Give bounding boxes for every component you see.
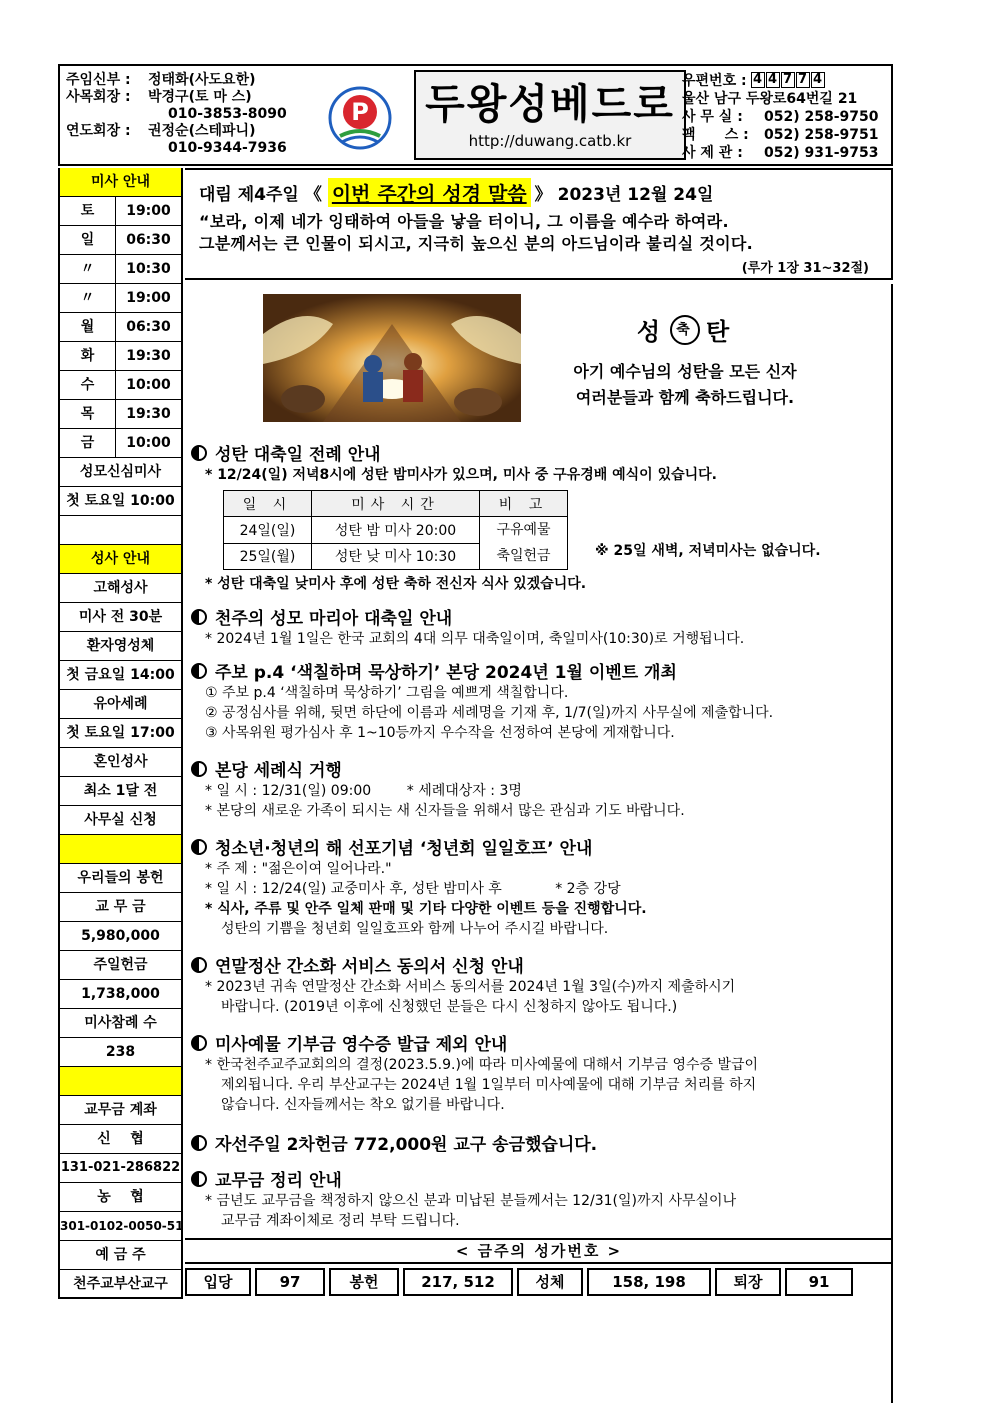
half-circle-bullet-icon [191,1135,207,1151]
table-cell: 25일(월) [224,543,312,570]
table-note: 구유예물 [496,522,551,538]
staff-phone: 010-9344-7936 [168,140,287,156]
section-line: * 성탄 대축일 낮미사 후에 성탄 축하 전신자 식사 있겠습니다. [205,576,587,592]
sidebar-yellow-spacer [60,835,181,864]
mass-day: 화 [60,342,116,370]
section-baptism [191,756,891,821]
mass-time-row [60,429,181,458]
section-line: 제외됩니다. 우리 부산교구는 2024년 1월 1일부터 미사예물에 대해 기부금 처리를 하지 [221,1077,757,1093]
mass-time: 19:30 [126,406,171,422]
parish-url[interactable]: http://duwang.catb.kr [468,132,632,150]
mass-info-header: 미사 안내 [60,168,181,197]
half-circle-bullet-icon [191,1035,207,1051]
mass-time: 19:30 [126,348,171,364]
verse-line: 그분께서는 큰 인물이 되시고, 지극히 높으신 분의 아드님이라 불리실 것이다. [199,234,754,253]
section-line: * 금년도 교무금을 책정하지 않으신 분과 미납된 분들께서는 12/31(일)까지 사무실이나 [205,1193,737,1209]
infant-baptism-time: 첫 토요일 17:00 [60,719,181,748]
half-circle-bullet-icon [191,445,207,461]
contact-label: 팩 스 : [682,127,749,143]
postal-digit: 4 [766,72,780,88]
mass-time-row [60,400,181,429]
hymn-label: 퇴장 [715,1268,781,1296]
section-line: * 주 제 : "젊은이여 일어나라." [205,861,392,877]
section-line: * 12/24(일) 저녁8시에 성탄 밤미사가 있으며, 미사 중 구유경배 예식이 있습니다. [205,467,717,483]
mass-time-row [60,342,181,371]
section-line: * 식사, 주류 및 안주 일체 판매 및 기타 다양한 이벤트 등을 진행합니다. [205,901,647,917]
bank2-account: 301-0102-0050-51 [60,1212,181,1241]
section-line: ③ 사목위원 평가심사 후 1~10등까지 우수작을 선정하여 본당에 게재합니다. [205,725,675,741]
section-youth-hof [191,834,891,939]
section-line: ① 주보 p.4 ‘색칠하며 묵상하기’ 그림을 예쁘게 색칠합니다. [205,685,569,701]
section-title: 교무금 정리 안내 [215,1171,342,1191]
section-christmas-liturgy [191,440,891,485]
section-title: 천주의 성모 마리아 대축일 안내 [215,609,453,629]
staff-phone: 010-3853-8090 [168,106,287,122]
confession-time: 미사 전 30분 [60,603,181,632]
parish-title-box [414,70,686,160]
sunday-offering-label: 주일헌금 [60,951,181,980]
verse-heading: 이번 주간의 성경 말씀 [328,178,531,207]
mary-mass-time: 첫 토요일 10:00 [60,487,181,516]
hymn-number: 91 [785,1268,853,1296]
sidebar [58,168,183,1299]
staff-value: 정태화(사도요한) [148,72,256,88]
mass-time: 10:00 [126,377,171,393]
christmas-mass-table [223,490,568,570]
section-line: ② 공정심사를 위해, 뒷면 하단에 이름과 세례명을 기재 후, 1/7(일)까지 사무실에 제출합니다. [205,705,774,721]
section-mary-solemnity [191,604,891,649]
section-line: * 2024년 1월 1일은 한국 교회의 4대 의무 대축일이며, 축일미사(10:30)로 거행됩니다. [205,631,745,647]
postal-digit: 4 [751,72,765,88]
section-christmas-meal [191,574,891,594]
postal-digit: 4 [811,72,825,88]
sick-communion-time: 첫 금요일 14:00 [60,661,181,690]
table-cell: 성탄 낮 미사 10:30 [312,543,480,570]
verse-bracket-open: 《 [304,185,322,205]
christmas-message: 여러분들과 함께 축하드립니다. [575,388,795,407]
section-line: * 일 시 : 12/24(일) 교중미사 후, 성탄 밤미사 후 * 2층 강당 [205,881,621,897]
hymn-numbers [185,1268,893,1296]
mass-time-row [60,226,181,255]
mass-time: 10:00 [126,435,171,451]
holder-name: 천주교부산교구 [60,1270,181,1299]
mass-day: 토 [60,197,116,225]
contact-label: 사 제 관 : [682,145,743,161]
section-title: 주보 p.4 ‘색칠하며 묵상하기’ 본당 2024년 1월 이벤트 개최 [215,663,677,683]
section-title: 자선주일 2차헌금 772,000원 교구 송금했습니다. [215,1135,598,1155]
mass-time: 19:00 [126,290,171,306]
section-title: 성탄 대축일 전례 안내 [215,445,381,465]
mass-time: 06:30 [126,319,171,335]
mass-time: 10:30 [126,261,171,277]
hymn-number: 97 [255,1268,325,1296]
bulletin-date: 2023년 12월 24일 [557,185,714,205]
sick-communion-label: 환자영성체 [60,632,181,661]
liturgical-week: 대림 제4주일 [199,185,299,205]
contact-value: 052) 931-9753 [764,145,879,161]
church-fund-amount: 5,980,000 [60,922,181,951]
main-content [185,168,893,1291]
attendance-label: 미사참례 수 [60,1009,181,1038]
section-line: 바랍니다. (2019년 이후에 신청했던 분들은 다시 신청하지 않아도 됩니다.) [221,999,678,1015]
celebration-seal-icon: 축 [670,315,700,345]
offering-header: 우리들의 봉헌 [60,864,181,893]
mass-time-row [60,255,181,284]
mass-day: 〃 [60,255,116,283]
bulletin-header [58,64,893,166]
section-title: 연말정산 간소화 서비스 동의서 신청 안내 [215,957,524,977]
contact-value: 052) 258-9751 [764,127,879,143]
staff-value: 박경구(토 마 스) [148,89,252,105]
hymn-label: 입당 [185,1268,251,1296]
verse-title [199,178,881,207]
mass-day: 〃 [60,284,116,312]
sidebar-yellow-spacer [60,1067,181,1096]
marriage-apply: 사무실 신청 [60,806,181,835]
table-header: 미사 시간 [312,491,480,517]
no-mass-note: ※ 25일 새벽, 저녁미사는 없습니다. [595,543,821,559]
sacrament-header: 성사 안내 [60,545,181,574]
half-circle-bullet-icon [191,663,207,679]
verse-line: “보라, 이제 네가 잉태하여 아들을 낳을 터이니, 그 이름을 예수라 하여라. [199,212,729,231]
section-title: 미사예물 기부금 영수증 발급 제외 안내 [215,1035,508,1055]
table-note-cell [480,517,568,570]
mary-mass-label: 성모신심미사 [60,458,181,487]
svg-text:P: P [351,98,369,126]
weekly-verse [185,168,893,280]
marriage-time: 최소 1달 전 [60,777,181,806]
table-cell: 성탄 밤 미사 20:00 [312,517,480,544]
mass-day: 목 [60,400,116,428]
mass-day: 일 [60,226,116,254]
section-title: 청소년·청년의 해 선포기념 ‘청년회 일일호프’ 안내 [215,839,593,859]
section-line: 않습니다. 신자들께서는 착오 없기를 바랍니다. [221,1097,505,1113]
hymn-label: 봉헌 [329,1268,399,1296]
contact-value: 052) 258-9750 [764,109,879,125]
postal-digit: 7 [796,72,810,88]
mass-day: 월 [60,313,116,341]
staff-label: 사목회장 : [66,89,131,105]
section-line: 성탄의 기쁨을 청년회 일일호프와 함께 나누어 주시길 바랍니다. [221,921,609,937]
christmas-greeting [525,312,845,411]
contact-info [682,72,892,162]
table-header: 일 시 [224,491,312,517]
section-donation-receipt [191,1030,891,1115]
attendance-count: 238 [60,1038,181,1067]
postal-code [751,72,825,90]
mass-day: 수 [60,371,116,399]
sunday-offering-amount: 1,738,000 [60,980,181,1009]
section-line: * 본당의 새로운 가족이 되시는 새 신자들을 위해서 많은 관심과 기도 바랍니다. [205,803,685,819]
hymn-title: < 금주의 성가번호 > [185,1238,893,1264]
table-cell: 24일(일) [224,517,312,544]
mass-time-row [60,371,181,400]
half-circle-bullet-icon [191,839,207,855]
parish-logo-icon [328,86,392,150]
postal-label: 우편번호 : [682,73,747,89]
verse-reference: (루가 1장 31~32절) [741,261,869,276]
infant-baptism-label: 유아세례 [60,690,181,719]
mass-time: 19:00 [126,203,171,219]
table-note: 축일헌금 [496,548,551,564]
section-tax-service [191,952,891,1017]
half-circle-bullet-icon [191,1171,207,1187]
bank1-account: 131-021-286822 [60,1154,181,1183]
section-charity-sunday [191,1130,891,1155]
mass-day: 금 [60,429,116,457]
announcements [185,284,893,1403]
table-header: 비 고 [480,491,568,517]
hymn-label: 성체 [517,1268,583,1296]
sidebar-spacer [60,516,181,545]
staff-value: 권정순(스테파니) [148,123,256,139]
hymn-number: 217, 512 [403,1268,513,1296]
section-church-fund [191,1166,891,1231]
staff-label: 연도회장 : [66,123,131,139]
nativity-image [263,294,521,422]
bank1-label: 신 협 [60,1125,181,1154]
section-line: 교무금 계좌이체로 정리 부탁 드립니다. [221,1213,460,1229]
mass-time-row [60,197,181,226]
christmas-message: 아기 예수님의 성탄을 모든 신자 [573,362,797,381]
parish-title: 두왕성베드로 [425,80,675,128]
marriage-label: 혼인성사 [60,748,181,777]
mass-time: 06:30 [126,232,171,248]
christmas-char: 성 [636,318,664,346]
christmas-char: 탄 [706,318,734,346]
half-circle-bullet-icon [191,761,207,777]
account-header: 교무금 계좌 [60,1096,181,1125]
staff-label: 주임신부 : [66,72,131,88]
mass-time-row [60,313,181,342]
section-line: * 일 시 : 12/31(일) 09:00 * 세례대상자 : 3명 [205,783,522,799]
hymn-number: 158, 198 [587,1268,711,1296]
section-title: 본당 세례식 거행 [215,761,342,781]
verse-bracket-close: 》 [534,185,552,205]
half-circle-bullet-icon [191,609,207,625]
section-line: * 2023년 귀속 연말정산 간소화 서비스 동의서를 2024년 1월 3일(수)까지 제출하시기 [205,979,736,995]
confession-label: 고해성사 [60,574,181,603]
church-fund-label: 교 무 금 [60,893,181,922]
half-circle-bullet-icon [191,957,207,973]
address: 울산 남구 두왕로64번길 21 [682,91,858,107]
mass-time-row [60,284,181,313]
staff-info [66,72,326,157]
holder-label: 예 금 주 [60,1241,181,1270]
bank2-label: 농 협 [60,1183,181,1212]
postal-digit: 7 [781,72,795,88]
contact-label: 사 무 실 : [682,109,743,125]
section-line: * 한국천주교주교회의의 결정(2023.5.9.)에 따라 미사예물에 대해서 기부금 영수증 발급이 [205,1057,759,1073]
section-coloring-event [191,658,891,743]
